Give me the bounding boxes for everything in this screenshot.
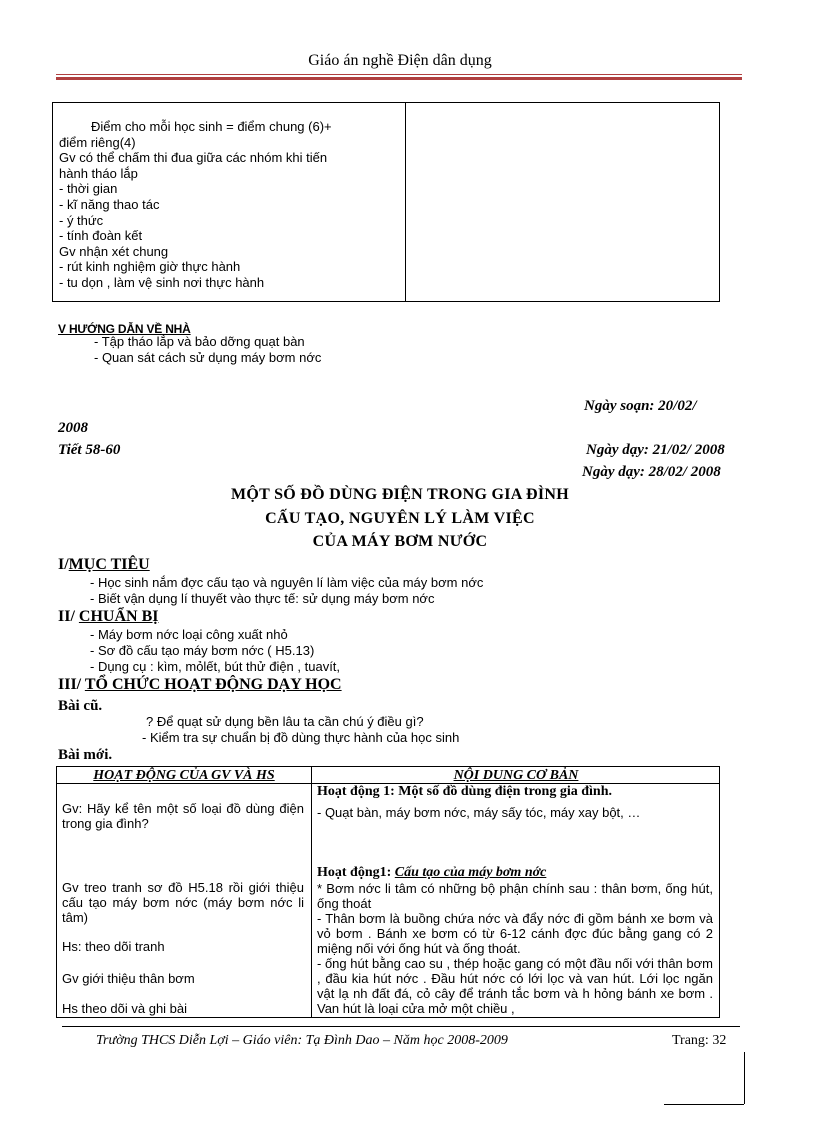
- left-cell-question: Gv: Hãy kể tên một số loại đồ dùng điện trong gia đình?: [62, 801, 304, 831]
- section-3-label: TỔ CHỨC HOẠT ĐỘNG DẠY HỌC: [84, 676, 342, 693]
- activity-2-paragraph: - ống hút bằng cao su , thép hoặc gang có một đầu nối với thân bơm , đầu kia hút nớc . Đầu hút nớc có lới lọc và van hút. Lới lọc ngăn vật lạ nh đất đá, cỏ cây để tránh tắc bơm và h hỏng bánh xe bơm . Van hút là loại cửa mở một chiều ,: [317, 956, 713, 1016]
- section-5-list: [94, 334, 321, 366]
- top-table-divider: [405, 103, 406, 301]
- ngay-soan: Ngày soạn: 20/02/: [584, 398, 697, 414]
- left-cell-intro: Gv treo tranh sơ đồ H5.18 rồi giới thiệu cấu tạo máy bơm nớc (máy bơm nớc li tâm): [62, 880, 304, 925]
- box1-line: - rút kinh nghiệm giờ thực hành: [59, 259, 241, 275]
- section-1-heading: [58, 556, 150, 574]
- box1-line: Gv nhận xét chung: [59, 243, 169, 259]
- section-1-prefix: I/: [58, 556, 69, 573]
- main-title-line-2: CẤU TẠO, NGUYÊN LÝ LÀM VIỆC: [265, 510, 535, 527]
- bai-cu-check: - Kiểm tra sự chuẩn bị đồ dùng thực hành của học sinh: [142, 730, 460, 745]
- activity-2-prefix: Hoạt động1:: [317, 865, 395, 880]
- ngay-day-1: Ngày dạy: 21/02/ 2008: [586, 442, 725, 458]
- col-header-content: NỘI DUNG CƠ BẢN: [453, 768, 579, 783]
- bai-cu-label: Bài cũ.: [58, 698, 103, 714]
- left-cell-gv-pump: Gv giới thiệu thân bơm: [62, 971, 195, 986]
- ngay-soan-year: 2008: [58, 420, 88, 436]
- activity-2-title: [317, 865, 713, 880]
- main-title-line-3: CỦA MÁY BƠM NƯỚC: [312, 533, 488, 550]
- box1-line: - thời gian: [59, 181, 118, 197]
- col-header-activity: HOẠT ĐỘNG CỦA GV VÀ HS: [93, 768, 275, 783]
- activity-2-body: [317, 881, 713, 1016]
- list-item: - Tập tháo lắp và bảo dỡng quạt bàn: [94, 334, 305, 349]
- activity-2-paragraph: - Thân bơm là buồng chứa nớc và đẩy nớc đi gồm bánh xe bơm và vỏ bơm . Bánh xe bơm có từ 6-12 cánh đợc đúc bằng gang có 2 miệng nối với ống hút và ống thoát.: [317, 911, 713, 956]
- left-cell-hs-note: Hs theo dõi và ghi bài: [62, 1001, 188, 1016]
- page-number: Trang: 32: [672, 1033, 727, 1048]
- list-item: - Sơ đồ cấu tạo máy bơm nớc ( H5.13): [90, 643, 315, 658]
- box1-line: hành tháo lắp: [59, 165, 138, 181]
- box1-line: - tu dọn , làm vệ sinh nơi thực hành: [59, 274, 265, 290]
- top-table: [52, 102, 720, 302]
- section-2-list: [90, 627, 340, 675]
- lesson-table: [56, 766, 720, 1018]
- header-rule-thin: [56, 74, 742, 75]
- section-3-heading: [58, 676, 342, 694]
- box1-line: điểm riêng(4): [59, 134, 136, 150]
- footer-rule: [62, 1026, 740, 1027]
- main-title-line-1: MỘT SỐ ĐỒ DÙNG ĐIỆN TRONG GIA ĐÌNH: [230, 486, 570, 503]
- bai-cu-question: ? Để quạt sử dụng bền lâu ta cần chú ý điều gì?: [146, 714, 424, 729]
- box1-line: - tính đoàn kết: [59, 228, 143, 244]
- section-2-prefix: II/: [58, 608, 75, 625]
- section-2-label: CHUẨN BỊ: [78, 608, 159, 625]
- activity-2-label: Cấu tạo của máy bơm nớc: [394, 865, 547, 880]
- list-item: - Máy bơm nớc loại công xuất nhỏ: [90, 627, 288, 642]
- header-rule-thick: [56, 77, 742, 80]
- box1-line: Gv có thể chấm thi đua giữa các nhóm khi tiến: [59, 150, 328, 166]
- section-1-list: [90, 575, 483, 607]
- section-1-label: MỤC TIÊU: [68, 556, 150, 573]
- header-title: Giáo án nghề Điện dân dụng: [308, 52, 492, 69]
- box1-line: Điểm cho mỗi học sinh = điểm chung (6)+: [91, 119, 332, 134]
- activity-2-paragraph: * Bơm nớc li tâm có những bộ phận chính sau : thân bơm, ống hút, ống thoát: [317, 881, 713, 911]
- footer-text: Trường THCS Diễn Lợi – Giáo viên: Tạ Đình Dao – Năm học 2008-2009: [96, 1033, 508, 1048]
- corner-mark-vertical: [744, 1052, 745, 1104]
- section-2-heading: [58, 608, 158, 626]
- list-item: - Dụng cụ : kìm, mỏlết, bút thử điện , tuavít,: [90, 659, 341, 674]
- ngay-day-2: Ngày dạy: 28/02/ 2008: [582, 464, 721, 480]
- list-item: - Quan sát cách sử dụng máy bơm nớc: [94, 350, 322, 365]
- activity-1-title: Hoạt động 1: Một số đồ dùng điện trong gia đình.: [317, 784, 612, 799]
- list-item: - Học sinh nắm đợc cấu tạo và nguyên lí làm việc của máy bơm nớc: [90, 575, 484, 590]
- list-item: - Biết vận dụng lí thuyết vào thực tế: sử dụng máy bơm nớc: [90, 591, 435, 606]
- left-cell-hs-watch: Hs: theo dõi tranh: [62, 939, 165, 954]
- top-table-left-cell: [59, 119, 393, 291]
- activity-1-text: - Quạt bàn, máy bơm nớc, máy sấy tóc, máy xay bột, …: [317, 805, 641, 820]
- section-5-title: V HƯỚNG DẪN VỀ NHÀ: [58, 322, 191, 336]
- tiet-label: Tiết 58-60: [58, 442, 121, 458]
- box1-line: - kĩ năng thao tác: [59, 196, 160, 212]
- bai-moi-label: Bài mới.: [58, 747, 113, 763]
- corner-mark-horizontal: [664, 1104, 744, 1105]
- box1-line: - ý thức: [59, 212, 104, 228]
- lesson-table-divider: [311, 767, 312, 1017]
- section-3-prefix: III/: [58, 676, 82, 693]
